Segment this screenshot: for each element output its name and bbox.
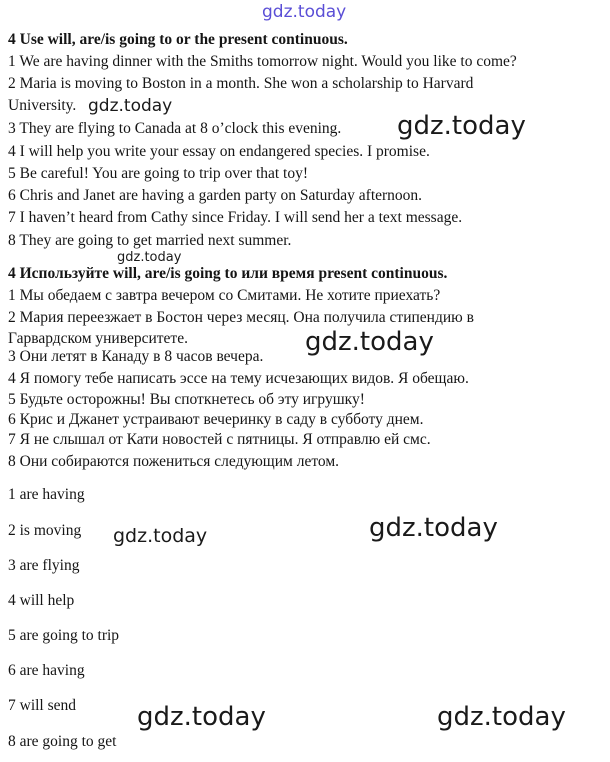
- answer-8: 8 are going to get: [8, 733, 117, 750]
- sentence-en-2-cont: University.: [8, 97, 77, 114]
- answer-1: 1 are having: [8, 486, 85, 503]
- sentence-ru-2: 2 Мария переезжает в Бостон через месяц. Она получила стипендию в: [8, 309, 474, 326]
- answer-5: 5 are going to trip: [8, 627, 120, 644]
- exercise-title-en: 4 Use will, are/is going to or the present continuous.: [8, 31, 348, 48]
- watermark: gdz.today: [397, 111, 526, 141]
- sentence-en-6: 6 Chris and Janet are having a garden party on Saturday afternoon.: [8, 187, 423, 204]
- sentence-en-3: 3 They are flying to Canada at 8 o’clock this evening.: [8, 120, 342, 137]
- watermark: gdz.today: [369, 513, 498, 543]
- sentence-en-8: 8 They are going to get married next summer.: [8, 232, 292, 249]
- watermark: gdz.today: [137, 702, 266, 732]
- watermark: gdz.today: [437, 702, 566, 732]
- sentence-en-5: 5 Be careful! You are going to trip over that toy!: [8, 165, 309, 182]
- sentence-ru-8: 8 Они собираются пожениться следующим летом.: [8, 453, 340, 470]
- sentence-ru-6: 6 Крис и Джанет устраивают вечеринку в саду в субботу днем.: [8, 411, 424, 428]
- answer-4: 4 will help: [8, 592, 75, 609]
- sentence-en-2: 2 Maria is moving to Boston in a month. She won a scholarship to Harvard: [8, 75, 474, 92]
- exercise-title-ru: 4 Используйте will, are/is going to или время present continuous.: [8, 265, 448, 282]
- sentence-en-4: 4 I will help you write your essay on endangered species. I promise.: [8, 143, 430, 160]
- sentence-en-7: 7 I haven’t heard from Cathy since Friday. I will send her a text message.: [8, 209, 463, 226]
- answer-3: 3 are flying: [8, 557, 80, 574]
- watermark: gdz.today: [305, 327, 434, 357]
- watermark-top: gdz.today: [262, 2, 347, 22]
- sentence-ru-5: 5 Будьте осторожны! Вы споткнетесь об эту игрушку!: [8, 391, 365, 408]
- watermark: gdz.today: [117, 250, 182, 265]
- sentence-ru-3: 3 Они летят в Канаду в 8 часов вечера.: [8, 348, 264, 365]
- answer-7: 7 will send: [8, 697, 77, 714]
- sentence-ru-2-cont: Гарвардском университете.: [8, 330, 188, 347]
- sentence-en-1: 1 We are having dinner with the Smiths tomorrow night. Would you like to come?: [8, 53, 517, 70]
- watermark: gdz.today: [88, 96, 173, 116]
- sentence-ru-7: 7 Я не слышал от Кати новостей с пятницы. Я отправлю ей смс.: [8, 431, 431, 448]
- sentence-ru-1: 1 Мы обедаем с завтра вечером со Смитами. Не хотите приехать?: [8, 287, 441, 304]
- watermark: gdz.today: [113, 525, 208, 547]
- sentence-ru-4: 4 Я помогу тебе написать эссе на тему исчезающих видов. Я обещаю.: [8, 370, 469, 387]
- answer-2: 2 is moving: [8, 522, 82, 539]
- answer-6: 6 are having: [8, 662, 85, 679]
